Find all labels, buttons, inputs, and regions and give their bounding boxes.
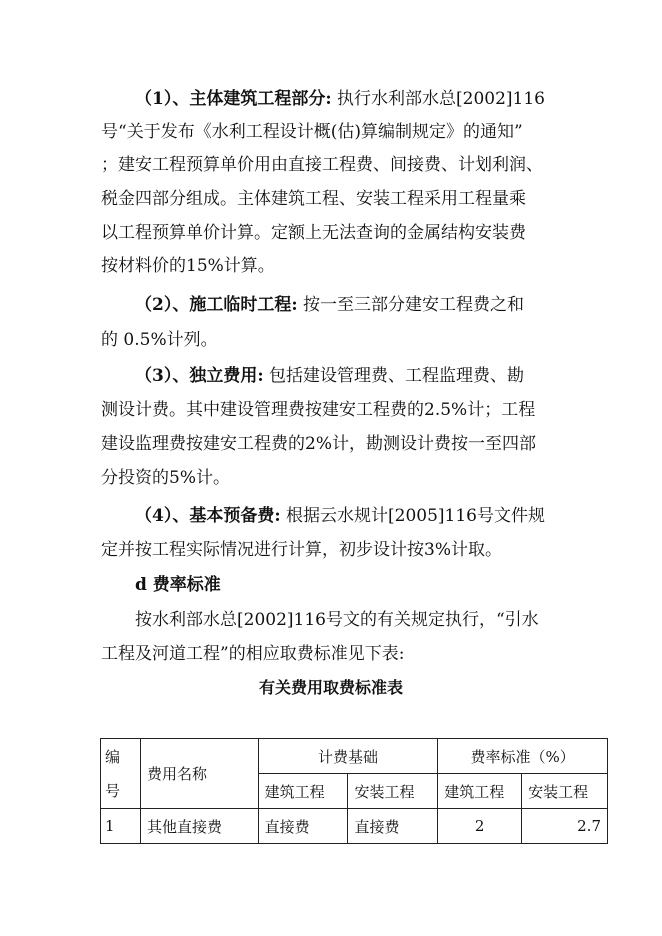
header-basis-install: 安装工程 (348, 774, 438, 809)
header-num-top: 编 (105, 747, 121, 766)
row-rate-install: 2.7 (522, 809, 608, 844)
paragraph-1-line-4: 税金四部分组成。主体建筑工程、安装工程采用工程量乘 (101, 189, 526, 209)
paragraph-2-line-2: 的 0.5%计列。 (101, 330, 218, 350)
header-rate-build: 建筑工程 (438, 774, 522, 809)
paragraph-2-heading: （2）、施工临时工程: (135, 295, 298, 315)
paragraph-1-heading: （1）、主体建筑工程部分: (135, 89, 332, 109)
section-d-heading: d 费率标准 (135, 575, 221, 595)
table-row (101, 809, 608, 844)
header-num-cell (101, 739, 141, 809)
header-name: 费用名称 (140, 739, 258, 809)
table-header-row-1 (101, 739, 608, 774)
paragraph-1-text: 执行水利部水总[2002]116 (337, 89, 545, 109)
row-name: 其他直接费 (140, 809, 258, 844)
paragraph-4-line-1 (135, 504, 545, 528)
row-num: 1 (101, 809, 141, 844)
paragraph-3-line-4: 分投资的5%计。 (101, 468, 230, 488)
paragraph-3-line-2: 测设计费。其中建设管理费按建安工程费的2.5%计；工程 (101, 400, 536, 420)
paragraph-3-text: 包括建设管理费、工程监理费、勘 (269, 366, 525, 386)
header-basis-build: 建筑工程 (258, 774, 348, 809)
paragraph-5-line-1: 按水利部水总[2002]116号文的有关规定执行，“引水 (135, 610, 539, 630)
header-rate-install: 安装工程 (522, 774, 608, 809)
paragraph-1-line-2: 号“关于发布《水利工程设计概(估)算编制规定》的通知” (101, 122, 523, 142)
paragraph-2-text: 按一至三部分建安工程费之和 (303, 295, 525, 315)
paragraph-4-heading: （4）、基本预备费: (135, 506, 281, 526)
header-num-bottom: 号 (105, 781, 121, 800)
paragraph-2-line-1 (135, 293, 524, 317)
row-rate-build: 2 (438, 809, 522, 844)
header-basis: 计费基础 (258, 739, 438, 774)
row-basis-install: 直接费 (348, 809, 438, 844)
header-rate: 费率标准（%） (438, 739, 608, 774)
paragraph-1-line-1 (135, 87, 545, 111)
paragraph-4-line-2: 定并按工程实际情况进行计算，初步设计按3%计取。 (101, 540, 502, 560)
row-basis-build: 直接费 (258, 809, 348, 844)
paragraph-1-line-3: ；建安工程预算单价用由直接工程费、间接费、计划利润、 (101, 155, 543, 175)
fee-standard-table (100, 738, 608, 844)
paragraph-3-line-3: 建设监理费按建安工程费的2%计，勘测设计费按一至四部 (101, 434, 536, 454)
paragraph-3-heading: （3）、独立费用: (135, 366, 264, 386)
table-title: 有关费用取费标准表 (258, 678, 403, 697)
paragraph-1-line-6: 按材料价的15%计算。 (101, 256, 275, 276)
paragraph-1-line-5: 以工程预算单价计算。定额上无法查询的金属结构安装费 (101, 223, 526, 243)
paragraph-4-text: 根据云水规计[2005]116号文件规 (286, 506, 545, 526)
paragraph-5-line-2: 工程及河道工程”的相应取费标准见下表: (101, 644, 405, 664)
paragraph-3-line-1 (135, 364, 524, 388)
